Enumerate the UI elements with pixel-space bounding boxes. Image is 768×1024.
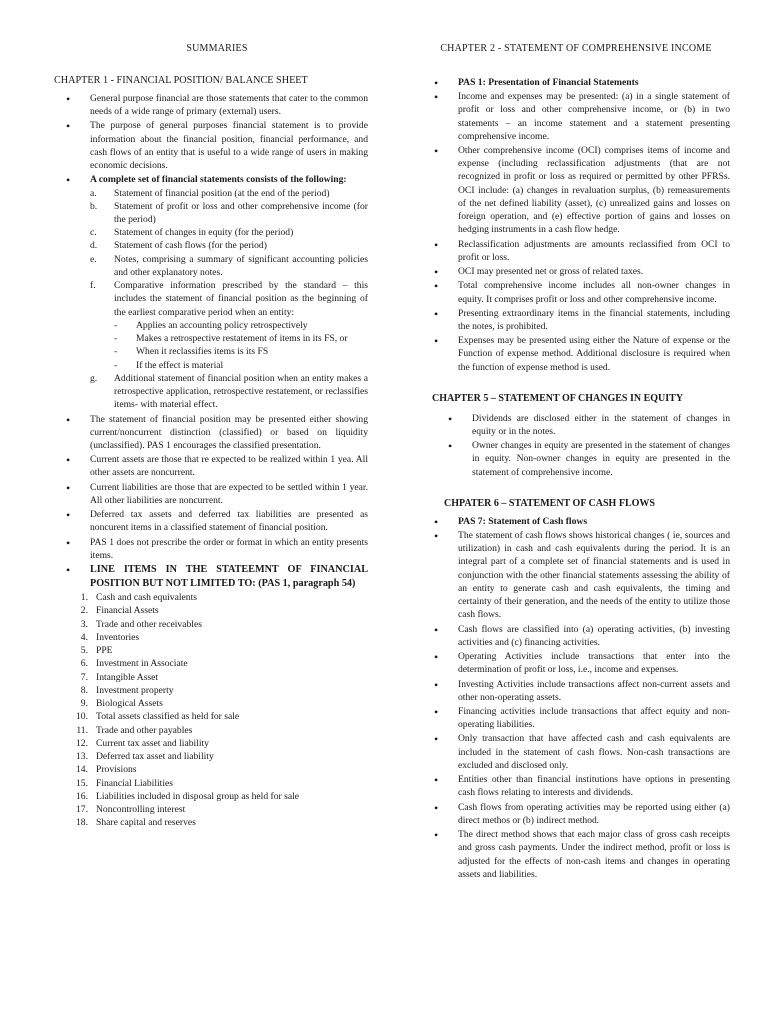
sub-item: c. Statement of changes in equity (for the period) — [90, 227, 294, 239]
line-item: 15. Financial Liabilities — [76, 777, 173, 789]
list-item: • Cash flows from operating activities may be reported using either (a) direct methos or (b) indirect method. — [422, 801, 730, 827]
line-item: 14. Provisions — [76, 764, 137, 776]
sub-list — [90, 187, 368, 412]
complete-set-heading: A complete set of financial statements consists of the following: — [90, 174, 347, 186]
summaries-title: SUMMARIES — [186, 43, 248, 54]
dash-item: - If the effect is material — [90, 359, 368, 372]
list-item: • Deferred tax assets and deferred tax liabilities are presented as noncurent items in a classified statement of financial position. — [54, 508, 368, 534]
chapter-5-list — [422, 412, 730, 479]
sub-item: a. Statement of financial position (at the end of the period) — [90, 187, 330, 199]
line-item: 3. Trade and other receivables — [80, 618, 202, 630]
list-item: • Current liabilities are those that are expected to be settled within 1 year. All other liabilities are noncurrent. — [54, 481, 368, 507]
chapter-2-title: CHAPTER 2 - STATEMENT OF COMPREHENSIVE INCOME — [440, 43, 712, 54]
line-item: 8. Investment property — [80, 684, 174, 696]
list-item: • The statement of cash flows shows historical changes ( ie, sources and utilization) in cash and cash equivalents during the period. It is an integral part of a complete set of financial statements and is used in conjunction with the other financial statements assessing the ability of an entity to generate cash and cash equivalents, the timing and certainty of their generation, and the needs of the entity to utilize those cash flows. — [422, 529, 730, 622]
line-item: 1. Cash and cash equivalents — [80, 592, 197, 604]
line-item: 5. PPE — [80, 645, 113, 657]
list-item: • Income and expenses may be presented: (a) in a single statement of profit or loss and other comprehensive income, or (b) in two statements – an income statement and a statement presenting comprehensive income. — [422, 90, 730, 143]
line-item: 10. Total assets classified as held for sale — [76, 711, 240, 723]
dash-list — [90, 319, 368, 372]
list-item: • The statement of financial position may be presented either showing current/noncurrent distinction (classified) or based on liquidity (unclassified). PAS 1 encourages the classified presentation. — [54, 413, 368, 453]
list-item: • Investing Activities include transactions affect non-current assets and other non-operating assets. — [422, 678, 730, 704]
chapter-5-title: CHAPTER 5 – STATEMENT OF CHANGES IN EQUITY — [432, 392, 684, 404]
sub-item: d. Statement of cash flows (for the period) — [90, 240, 267, 252]
sub-item: f. Comparative information prescribed by the standard – this includes the statement of financial position as the beginning of the earliest comparative period when an entity: - Applies an accounting policy retrospectively - Makes a retrospective restatement of items in its FS, or - When it reclassifies items is its FS - If the effect is material — [90, 279, 368, 372]
line-item: 16. Liabilities included in disposal group as held for sale — [76, 790, 300, 802]
list-item: • Presenting extraordinary items in the financial statements, including the notes, is prohibited. — [422, 307, 730, 333]
left-column — [54, 42, 368, 830]
line-item: 11. Trade and other payables — [76, 724, 193, 736]
list-item: • Total comprehensive income includes all non-owner changes in equity. It comprises profit or loss and other comprehensive income. — [422, 279, 730, 305]
line-item: 7. Intangible Asset — [80, 671, 159, 683]
list-item — [422, 515, 730, 528]
list-item — [422, 76, 730, 89]
sub-item: e. Notes, comprising a summary of significant accounting policies and other explanatory notes. — [90, 253, 368, 278]
list-item: • Reclassification adjustments are amounts reclassified from OCI to profit or loss. — [422, 238, 730, 264]
right-column — [422, 42, 730, 882]
line-item: 6. Investment in Associate — [80, 658, 188, 670]
chapter-1-title: CHAPTER 1 - FINANCIAL POSITION/ BALANCE SHEET — [54, 74, 308, 86]
list-item: • PAS 1 does not prescribe the order or format in which an entity presents items. — [54, 536, 368, 562]
dash-item: - Applies an accounting policy retrospectively — [90, 319, 368, 332]
list-item — [54, 563, 368, 829]
list-item: • Financing activities include transactions that affect equity and non-operating liabilities. — [422, 705, 730, 731]
list-item: • Current assets are those that re expected to be realized within 1 yea. All other assets are noncurrent. — [54, 453, 368, 479]
pas1-heading: PAS 1: Presentation of Financial Statements — [458, 76, 639, 88]
line-items-heading: LINE ITEMS IN THE STATEEMNT OF FINANCIAL POSITION BUT NOT LIMITED TO: (PAS 1, paragraph 54) — [90, 564, 368, 590]
list-item: • Cash flows are classified into (a) operating activities, (b) investing activities and (c) financing activities. — [422, 623, 730, 649]
pas7-heading: PAS 7: Statement of Cash flows — [458, 515, 588, 527]
list-item: • Only transaction that have affected cash and cash equivalents are included in the statement of cash flows. Non-cash transactions are excluded and disclosed only. — [422, 732, 730, 772]
list-item: • Expenses may be presented using either the Nature of expense or the Function of expense method. Additional disclosure is required when the function of expense method is used. — [422, 334, 730, 374]
dash-item: - Makes a retrospective restatement of items in its FS, or — [90, 332, 368, 345]
list-item: • Owner changes in equity are presented in the statement of changes in equity. Non-owner changes in equity are presented in the statement of comprehensive income. — [422, 439, 730, 479]
line-item: 9. Biological Assets — [80, 698, 163, 710]
list-item: • General purpose financial are those statements that cater to the common needs of a wide range of primary (external) users. — [54, 92, 368, 118]
sub-item: b. Statement of profit or loss and other comprehensive income (for the period) — [90, 200, 368, 225]
list-item: • Dividends are disclosed either in the statement of changes in equity or in the notes. — [422, 412, 730, 438]
line-item: 4. Inventories — [80, 631, 140, 643]
line-item: 18. Share capital and reserves — [76, 817, 196, 829]
line-items-list — [70, 591, 368, 829]
chapter-2-list — [422, 76, 730, 374]
list-item: • OCI may presented net or gross of related taxes. — [422, 265, 730, 278]
dash-item: - When it reclassifies items is its FS — [90, 345, 368, 358]
line-item: 12. Current tax asset and liability — [76, 737, 209, 749]
list-item: • Operating Activities include transactions that enter into the determination of profit or loss, i.e., income and expenses. — [422, 650, 730, 676]
chapter-6-title: CHPATER 6 – STATEMENT OF CASH FLOWS — [444, 497, 655, 509]
list-item: • The purpose of general purposes financial statement is to provide information about the financial position, financial performance, and cash flows of an entity that is useful to a wide range of users in making economic decisions. — [54, 119, 368, 172]
line-item: 13. Deferred tax asset and liability — [76, 751, 214, 763]
line-item: 17. Noncontrolling interest — [76, 803, 186, 815]
list-item: • Other comprehensive income (OCI) comprises items of income and expense (including reclassification adjustments (that are not recognized in profit or loss as required or permitted by other PFRSs. OCI include: (a) changes in revaluation surplus, (b) remeasurements of the net defined liability (asset), (c) unrealized gains and losses on foreign operation, and (e) effective portion of gains and losses on hedging instruments in a cash flow hedge. — [422, 144, 730, 237]
list-item: • Entities other than financial institutions have options in presenting cash flows relating to interests and dividends. — [422, 773, 730, 799]
list-item — [54, 173, 368, 411]
chapter-6-list — [422, 515, 730, 881]
chapter-1-list — [54, 92, 368, 830]
list-item: • The direct method shows that each major class of gross cash receipts and gross cash payments. Under the indirect method, profit or loss is adjusted for the effects of non-cash items and changes in operating assets and liabilities. — [422, 828, 730, 881]
line-item: 2. Financial Assets — [80, 605, 159, 617]
sub-item: g. Additional statement of financial position when an entity makes a retrospective application, retrospective restatement, or reclassifies items- with material effect. — [90, 372, 368, 411]
